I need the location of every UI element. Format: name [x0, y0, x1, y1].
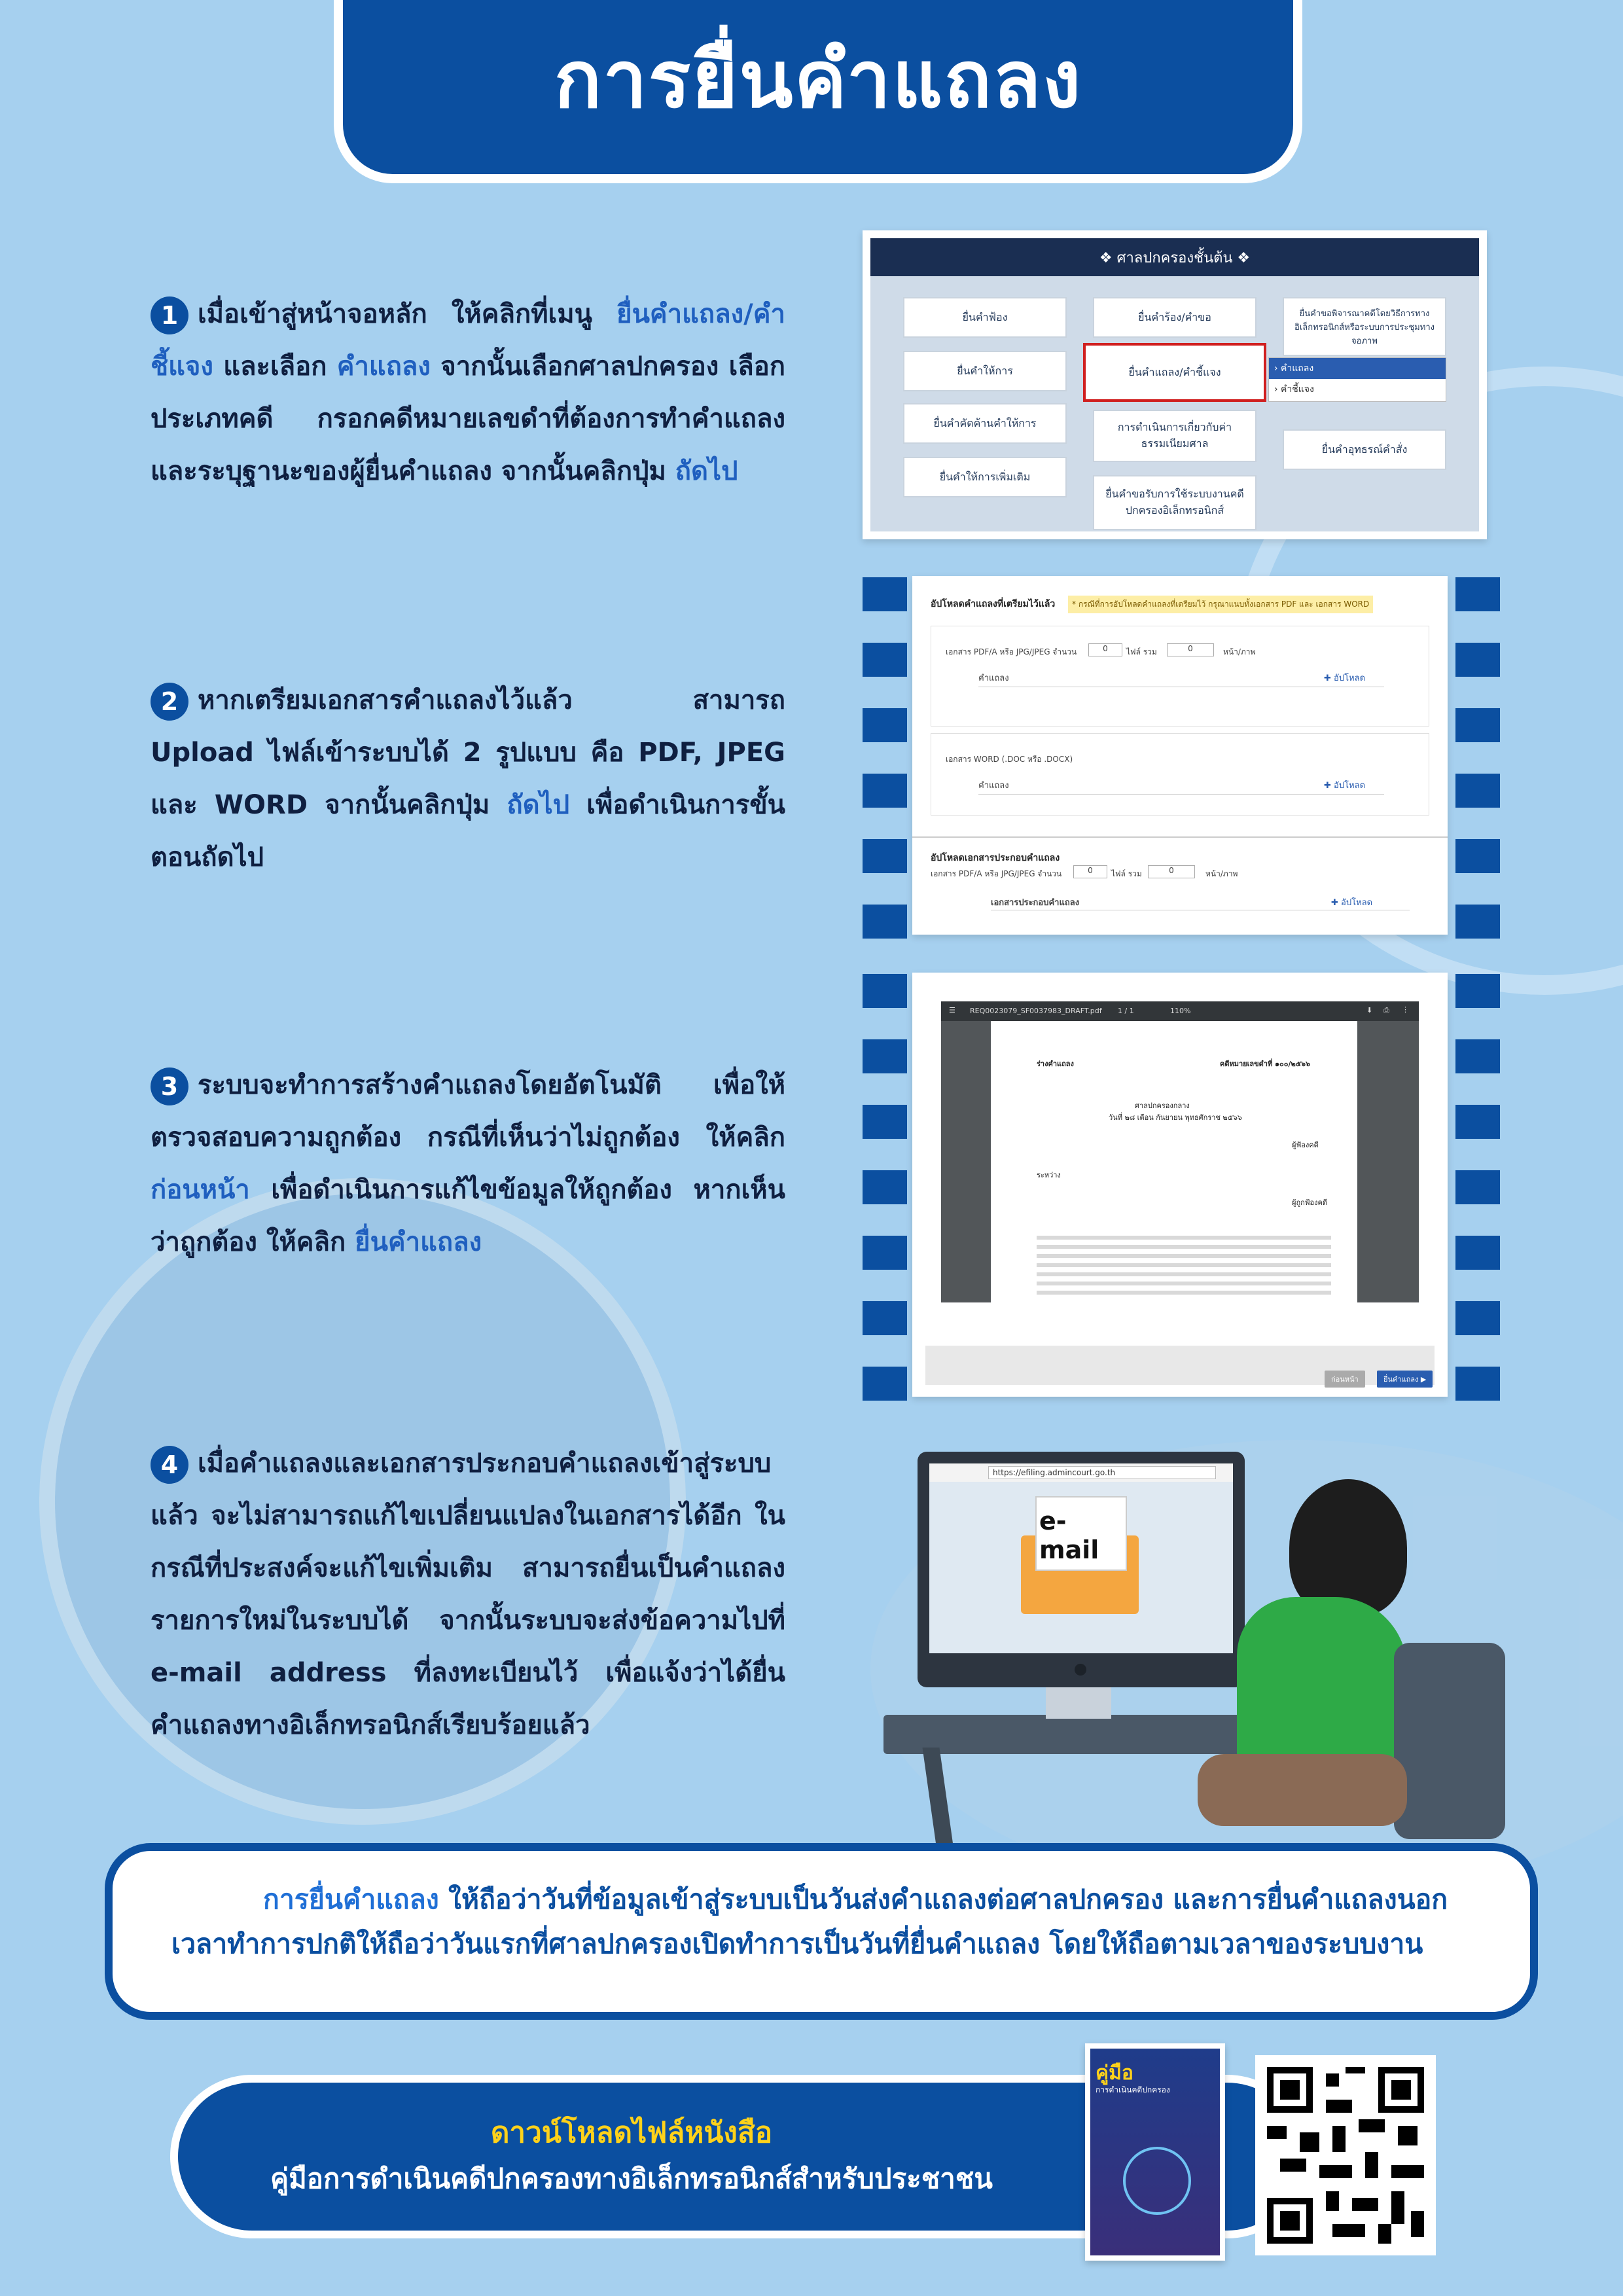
- browser-window: [929, 1463, 1233, 1653]
- step-number: 4: [151, 1446, 188, 1484]
- menu-button[interactable]: ยื่นคำคัดค้านคำให้การ: [903, 403, 1067, 444]
- book-subtitle: การดำเนินคดีปกครอง: [1096, 2085, 1170, 2094]
- film-strip-square: [1455, 1170, 1500, 1204]
- submit-statement-button[interactable]: ยื่นคำแถลง ▶: [1377, 1371, 1433, 1388]
- qr-code-icon: [1267, 2067, 1424, 2244]
- film-strip-square: [1455, 905, 1500, 939]
- film-strip-square: [863, 1301, 907, 1335]
- more-icon[interactable]: ⋮: [1402, 1005, 1409, 1014]
- step-highlight: ยื่นคำแถลง: [355, 1227, 482, 1257]
- dropdown-menu: [1268, 357, 1446, 402]
- note-lead: การยื่นคำแถลง: [263, 1884, 439, 1915]
- step-text: เมื่อเข้าสู่หน้าจอหลัก ให้คลิกที่เมนู: [198, 299, 617, 329]
- desk-leg: [922, 1748, 953, 1846]
- qr-code[interactable]: [1255, 2055, 1436, 2255]
- menu-button[interactable]: ยื่นคำฟ้อง: [903, 297, 1067, 338]
- pdf-page: [991, 1021, 1357, 1302]
- upload-note: * กรณีที่การอัปโหลดคำแถลงที่เตรียมไว้ กรุณาแนบทั้งเอกสาร PDF และ เอกสาร WORD: [1068, 596, 1373, 613]
- step-text: ระบบจะทำการสร้างคำแถลงโดยอัตโนมัติ เพื่อให้ตรวจสอบความถูกต้อง กรณีที่เห็นว่าไม่ถูกต้อง ให้คลิก: [151, 1070, 785, 1153]
- pdf-count: 0: [1073, 865, 1107, 878]
- doc-left-header: ร่างคำแถลง: [1037, 1060, 1074, 1068]
- print-icon[interactable]: ⎙: [1383, 1006, 1389, 1014]
- download-title[interactable]: ดาวน์โหลดไฟล์หนังสือ: [490, 2116, 773, 2149]
- download-book-name[interactable]: คู่มือการดำเนินคดีปกครองทางอิเล็กทรอนิกส์สำหรับประชาชน: [270, 2162, 993, 2195]
- film-strip-square: [1455, 839, 1500, 873]
- pages-label: หน้า/ภาพ: [1223, 647, 1256, 656]
- file-item: คำแถลง: [978, 781, 1009, 791]
- step-1-text: [151, 288, 785, 497]
- film-strip-square: [1455, 1367, 1500, 1401]
- film-strip-square: [863, 839, 907, 873]
- divider: [912, 836, 1448, 838]
- files-label: ไฟล์ รวม: [1111, 869, 1142, 878]
- step-4-text: [151, 1437, 785, 1751]
- screenshot-menu: [863, 230, 1487, 539]
- menu-button-selected[interactable]: ยื่นคำแถลง/คำชี้แจง: [1083, 343, 1266, 402]
- pdf-viewer: [941, 1001, 1419, 1302]
- menu-button[interactable]: ยื่นคำขอพิจารณาคดีโดยวิธีการทางอิเล็กทรอนิกส์หรือระบบการประชุมทางจอภาพ: [1283, 297, 1446, 356]
- film-strip-square: [1455, 1301, 1500, 1335]
- pdf-count: 0: [1088, 643, 1122, 656]
- doc-defendant: ผู้ถูกฟ้องคดี: [1292, 1198, 1328, 1207]
- step-2-text: [151, 674, 785, 884]
- zoom-level: 110%: [1170, 1007, 1191, 1015]
- upload-link[interactable]: ✚ อัปโหลด: [1331, 898, 1373, 908]
- dropdown-item[interactable]: › คำชี้แจง: [1274, 384, 1314, 395]
- step-highlight: ถัดไป: [507, 790, 570, 820]
- redacted-text: [1037, 1230, 1331, 1296]
- step-text: เพื่อดำเนินการขั้นตอนถัดไป: [151, 790, 786, 872]
- email-letter: [1035, 1496, 1127, 1571]
- file-item: เอกสารประกอบคำแถลง: [991, 898, 1080, 908]
- step-number: 1: [151, 296, 188, 334]
- step-highlight: คำแถลง: [336, 351, 431, 382]
- pdf-label: เอกสาร PDF/A หรือ JPG/JPEG จำนวน: [946, 647, 1077, 656]
- menu-button[interactable]: ยื่นคำให้การเพิ่มเติม: [903, 457, 1067, 497]
- email-label: e-mail: [1039, 1507, 1099, 1564]
- page-indicator: 1 / 1: [1118, 1007, 1134, 1015]
- film-strip-square: [863, 1236, 907, 1270]
- pdf-label: เอกสาร PDF/A หรือ JPG/JPEG จำนวน: [931, 869, 1062, 878]
- film-strip-square: [863, 643, 907, 677]
- menu-button[interactable]: ยื่นคำอุทธรณ์คำสั่ง: [1283, 429, 1446, 470]
- person-head: [1289, 1479, 1407, 1617]
- browser-url[interactable]: https://efiling.admincourt.go.th: [988, 1466, 1216, 1479]
- section-title: อัปโหลดเอกสารประกอบคำแถลง: [931, 853, 1060, 863]
- pdf-upload-panel: [931, 626, 1429, 726]
- monitor-button: [1075, 1664, 1086, 1676]
- screenshot-upload: [912, 576, 1448, 935]
- section-title: อัปโหลดคำแถลงที่เตรียมไว้แล้ว: [931, 599, 1056, 609]
- step-number: 2: [151, 683, 188, 721]
- title-banner: [334, 0, 1302, 183]
- film-strip-square: [863, 577, 907, 611]
- pages-count: 0: [1148, 865, 1195, 878]
- monitor: [918, 1452, 1245, 1687]
- file-item: คำแถลง: [978, 673, 1009, 683]
- film-strip-square: [863, 1105, 907, 1139]
- film-strip-square: [863, 774, 907, 808]
- film-strip-square: [863, 974, 907, 1008]
- email-envelope-icon: [1021, 1507, 1139, 1614]
- step-3-text: [151, 1059, 785, 1268]
- word-upload-panel: [931, 733, 1429, 816]
- scale-icon: [1123, 2147, 1191, 2215]
- action-bar: [925, 1346, 1435, 1385]
- film-strip-square: [1455, 708, 1500, 742]
- film-strip-square: [863, 1367, 907, 1401]
- film-strip-square: [1455, 1236, 1500, 1270]
- pages-label: หน้า/ภาพ: [1205, 869, 1238, 878]
- doc-right-header: คดีหมายเลขดำที่ ๑๐๐/๒๕๖๖: [1220, 1060, 1311, 1068]
- step-text: เพื่อดำเนินการแก้ไขข้อมูลให้ถูกต้อง หากเห็นว่าถูกต้อง ให้คลิก: [151, 1175, 785, 1257]
- menu-button[interactable]: ยื่นคำให้การ: [903, 351, 1067, 391]
- chair: [1394, 1643, 1505, 1839]
- menu-icon[interactable]: ☰: [949, 1006, 955, 1014]
- book-cover[interactable]: [1085, 2043, 1225, 2261]
- screenshot-pdf-preview: [912, 973, 1448, 1397]
- menu-header: ❖ ศาลปกครองชั้นต้น ❖: [870, 238, 1479, 276]
- doc-between: ระหว่าง: [1037, 1171, 1061, 1179]
- doc-plaintiff: ผู้ฟ้องคดี: [1292, 1141, 1319, 1149]
- menu-button[interactable]: ยื่นคำขอรับการใช้ระบบงานคดีปกครองอิเล็กทรอนิกส์: [1093, 475, 1257, 530]
- monitor-stand: [1046, 1687, 1111, 1719]
- step-highlight: ก่อนหน้า: [151, 1175, 250, 1205]
- upload-link[interactable]: ✚ อัปโหลด: [1324, 673, 1366, 683]
- pdf-filename: REQ0023079_SF0037983_DRAFT.pdf: [970, 1007, 1102, 1015]
- step-highlight: ยื่นคำแถลง/คำชี้แจง: [151, 299, 785, 382]
- previous-button[interactable]: ก่อนหน้า: [1325, 1371, 1365, 1388]
- note-text: ให้ถือว่าวันที่ข้อมูลเข้าสู่ระบบเป็นวันส่งคำแถลงต่อศาลปกครอง และการยื่นคำแถลงนอกเวลาทำการปกติให้ถือว่าวันแรกที่ศาลปกครองเปิดทำการเป็นวันที่ยื่นคำแถลง โดยให้ถือตามเวลาของระบบงาน: [171, 1884, 1448, 1960]
- step-highlight: ถัดไป: [675, 456, 738, 486]
- film-strip-square: [1455, 643, 1500, 677]
- book-cover-art: [1090, 2049, 1220, 2255]
- film-strip-square: [863, 905, 907, 939]
- doc-date: วันที่ ๒๘ เดือน กันยายน พุทธศักราช ๒๕๖๖: [1109, 1113, 1242, 1122]
- step-text: และเลือก: [213, 351, 337, 382]
- film-strip-square: [1455, 974, 1500, 1008]
- files-label: ไฟล์ รวม: [1126, 647, 1157, 656]
- film-strip-square: [863, 1039, 907, 1073]
- menu-button[interactable]: ยื่นคำร้อง/คำขอ: [1093, 297, 1257, 338]
- person-legs: [1198, 1754, 1407, 1826]
- film-strip-square: [863, 1170, 907, 1204]
- upload-link[interactable]: ✚ อัปโหลด: [1324, 781, 1366, 791]
- page-title: การยื่นคำแถลง: [554, 35, 1082, 126]
- pdf-toolbar: [941, 1001, 1419, 1021]
- step-number: 3: [151, 1067, 188, 1105]
- film-strip-square: [1455, 774, 1500, 808]
- divider: [978, 794, 1384, 795]
- address-bar: [929, 1463, 1233, 1482]
- word-label: เอกสาร WORD (.DOC หรือ .DOCX): [946, 755, 1073, 764]
- download-icon[interactable]: ⬇: [1366, 1006, 1373, 1014]
- doc-court: ศาลปกครองกลาง: [1135, 1102, 1190, 1110]
- film-strip-square: [1455, 577, 1500, 611]
- dropdown-item[interactable]: › คำแถลง: [1269, 358, 1446, 379]
- menu-button[interactable]: การดำเนินการเกี่ยวกับค่าธรรมเนียมศาล: [1093, 410, 1257, 462]
- pages-count: 0: [1167, 643, 1214, 656]
- film-strip-square: [1455, 1039, 1500, 1073]
- person-body: [1237, 1597, 1407, 1767]
- film-strip-square: [1455, 1105, 1500, 1139]
- computer-illustration: [870, 1440, 1525, 1846]
- step-text: เมื่อคำแถลงและเอกสารประกอบคำแถลงเข้าสู่ระบบแล้ว จะไม่สามารถแก้ไขเปลี่ยนแปลงในเอกสารได้อีก ในกรณีที่ประสงค์จะแก้ไขเพิ่มเติม สามารถยื่นเป็นคำแถลงรายการใหม่ในระบบได้ จากนั้นระบบจะส่งข้อความไปที่ e-mail address ที่ลงทะเบียนไว้ เพื่อแจ้งว่าได้ยื่นคำแถลงทางอิเล็กทรอนิกส์เรียบร้อยแล้ว: [151, 1448, 785, 1740]
- step-text: จากนั้นเลือกศาลปกครอง เลือกประเภทคดี กรอกคดีหมายเลขดำที่ต้องการทำคำแถลง และระบุฐานะของผู้ยื่นคำแถลง จากนั้นคลิกปุ่ม: [151, 351, 785, 486]
- step-text: หากเตรียมเอกสารคำแถลงไว้แล้ว สามารถ Upload ไฟล์เข้าระบบได้ 2 รูปแบบ คือ PDF, JPEG และ WORD จากนั้นคลิกปุ่ม: [151, 685, 785, 820]
- note-box: [105, 1843, 1538, 2020]
- book-title: คู่มือ: [1096, 2062, 1133, 2085]
- film-strip-square: [863, 708, 907, 742]
